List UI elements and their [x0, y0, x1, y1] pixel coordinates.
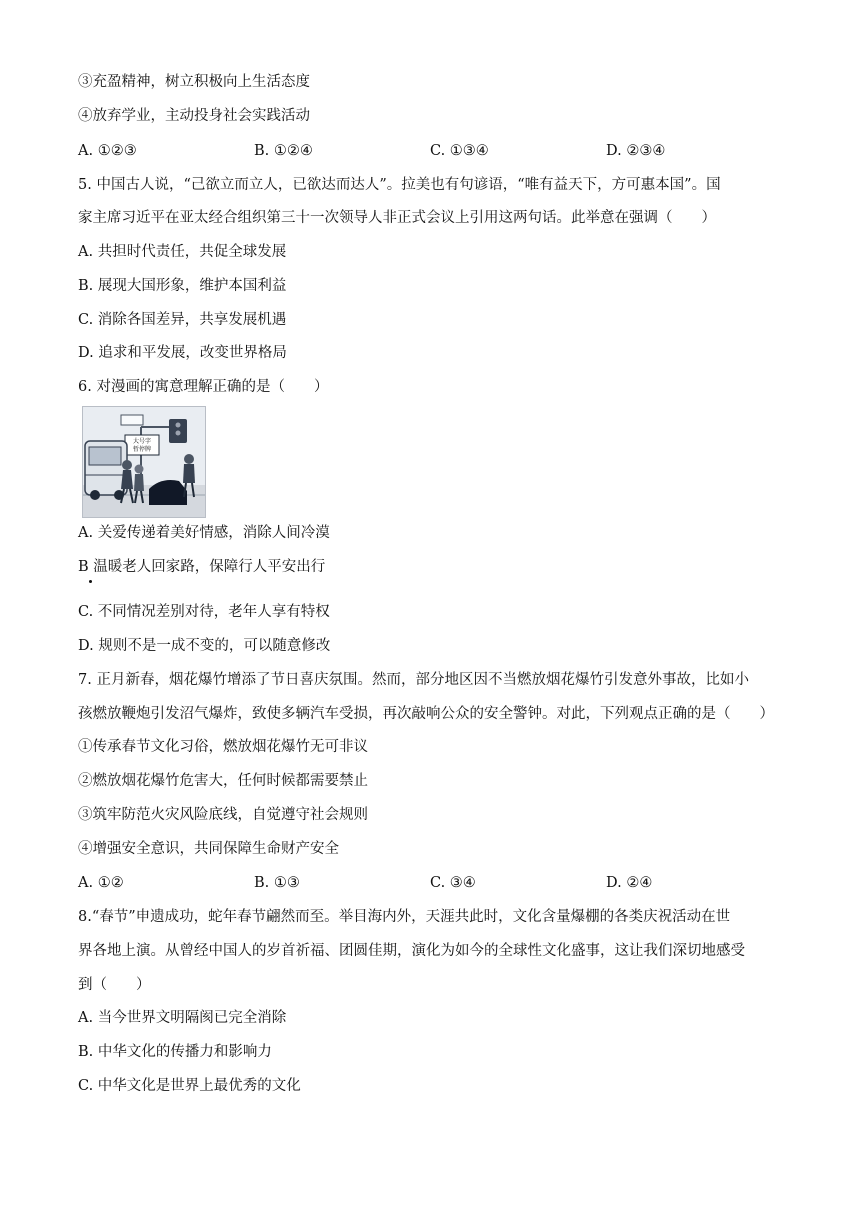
q7-options: [78, 873, 778, 893]
q8-option-a[interactable]: A. 当今世界文明隔阂已完全消除: [78, 1010, 287, 1026]
q4-statement-4: ④放弃学业，主动投身社会实践活动: [78, 108, 310, 124]
q6-option-c[interactable]: C. 不同情况差别对待，老年人享有特权: [78, 604, 330, 620]
q8-stem-line2: 界各地上演。从曾经中国人的岁首祈福、团圆佳期，演化为如今的全球性文化盛事，这让我们深切地感受: [78, 943, 745, 959]
q7-option-c[interactable]: C. ③④: [430, 875, 476, 891]
q5-stem-line1: 5. 中国古人说，“己欲立而立人，已欲达而达人”。拉美也有句谚语，“唯有益天下，方可惠本国”。国: [78, 177, 721, 193]
q7-option-d[interactable]: D. ②④: [606, 875, 653, 891]
q4-option-d[interactable]: D. ②③④: [606, 143, 666, 159]
q5-option-b[interactable]: B. 展现大国形象，维护本国利益: [78, 278, 287, 294]
q4-option-c[interactable]: C. ①③④: [430, 143, 489, 159]
cartoon-illustration: [82, 406, 206, 518]
q7-statement-3: ③筑牢防范火灾风险底线，自觉遵守社会规则: [78, 807, 368, 823]
q7-option-b[interactable]: B. ①③: [254, 875, 300, 891]
q7-statement-4: ④增强安全意识，共同保障生命财产安全: [78, 841, 339, 857]
q6-option-b[interactable]: B 温暖老人回家路，保障行人平安出行: [78, 559, 326, 575]
q4-option-a[interactable]: A. ①②③: [78, 143, 137, 159]
q6-option-a[interactable]: A. 关爱传递着美好情感，消除人间冷漠: [78, 525, 330, 541]
q8-option-c[interactable]: C. 中华文化是世界上最优秀的文化: [78, 1078, 301, 1094]
q8-stem-line1: 8.“春节”申遗成功，蛇年春节翩然而至。举目海内外，天涯共此时，文化含量爆棚的各类庆祝活动在世: [78, 909, 731, 925]
punctuation-dot: [89, 580, 92, 583]
q6-stem: 6. 对漫画的寓意理解正确的是（ ）: [78, 379, 329, 395]
cartoon-sign-text: 大号字: [132, 438, 152, 445]
q8-stem-line3: 到（ ）: [78, 977, 151, 993]
q5-option-c[interactable]: C. 消除各国差异，共享发展机遇: [78, 312, 287, 328]
cartoon-illustration-icon: [83, 407, 205, 517]
q7-stem-line1: 7. 正月新春，烟花爆竹增添了节日喜庆氛围。然而，部分地区因不当燃放烟花爆竹引发意外事故，比如小: [78, 672, 749, 688]
q4-options: [78, 141, 778, 161]
q7-option-a[interactable]: A. ①②: [78, 875, 124, 891]
cartoon-sign-text-2: 暂停牌: [132, 446, 152, 453]
q6-option-d[interactable]: D. 规则不是一成不变的，可以随意修改: [78, 638, 331, 654]
q5-option-a[interactable]: A. 共担时代责任，共促全球发展: [78, 244, 287, 260]
q5-stem-line2: 家主席习近平在亚太经合组织第三十一次领导人非正式会议上引用这两句话。此举意在强调（ ）: [78, 210, 716, 226]
q4-option-b[interactable]: B. ①②④: [254, 143, 313, 159]
q4-statement-3: ③充盈精神，树立积极向上生活态度: [78, 74, 310, 90]
q5-option-d[interactable]: D. 追求和平发展，改变世界格局: [78, 345, 287, 361]
q8-option-b[interactable]: B. 中华文化的传播力和影响力: [78, 1044, 272, 1060]
q7-stem-line2: 孩燃放鞭炮引发沼气爆炸，致使多辆汽车受损，再次敲响公众的安全警钟。对此，下列观点正确的是（ ）: [78, 706, 774, 722]
q7-statement-2: ②燃放烟花爆竹危害大，任何时候都需要禁止: [78, 773, 368, 789]
q7-statement-1: ①传承春节文化习俗，燃放烟花爆竹无可非议: [78, 739, 368, 755]
